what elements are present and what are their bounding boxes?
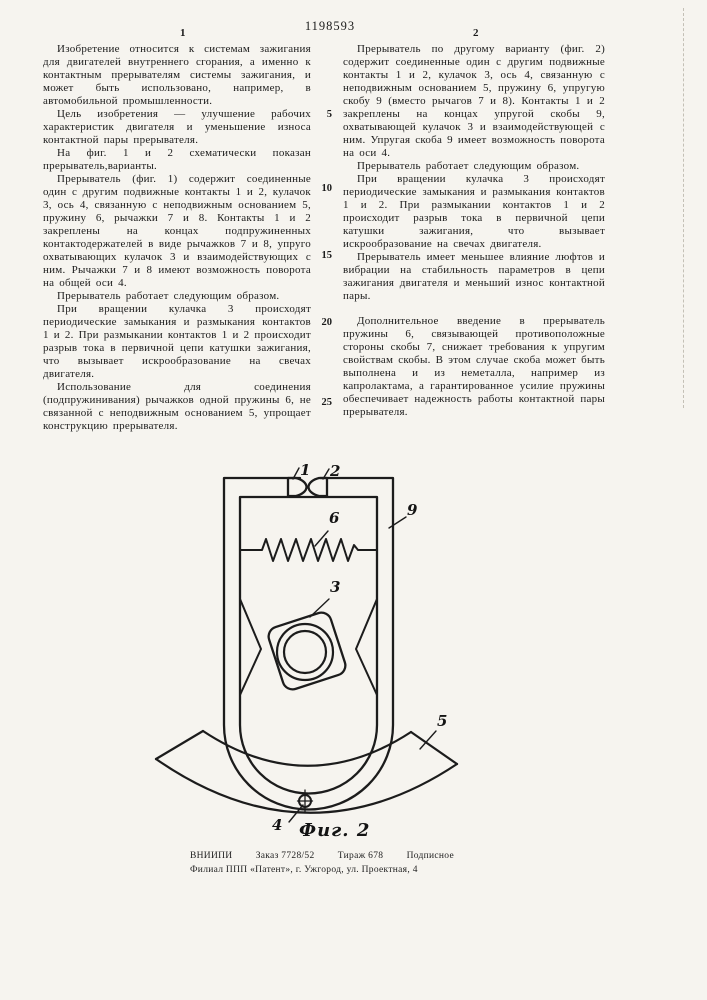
imprint-organization: ВНИИПИ <box>190 851 233 861</box>
line-marker-5: 5 <box>326 109 332 120</box>
leader-bracket <box>389 517 406 528</box>
cam-bore-outer <box>277 624 333 680</box>
cam-bore-inner <box>284 631 326 673</box>
right-pinch-shape <box>356 599 377 695</box>
column-number-right: 2 <box>473 27 479 39</box>
line-marker-15: 15 <box>321 250 332 261</box>
figure-label-spring: 6 <box>329 509 340 527</box>
patent-number: 1198593 <box>304 19 356 33</box>
base-left-edge <box>156 731 203 759</box>
right-column <box>343 43 605 419</box>
line-marker-25: 25 <box>321 397 332 408</box>
imprint-circulation: Тираж 678 <box>337 851 384 861</box>
bracket-inner-outline <box>240 497 377 794</box>
left-column <box>43 43 311 433</box>
paragraph: Изобретение относится к системам зажигания для двигателей внутреннего сгорания, а именно к контактным прерывателям системы зажигания, и может быть использовано, например, в автомобильной промышленности. <box>43 43 311 107</box>
paragraph: Прерыватель работает следующим образом. <box>357 160 580 172</box>
figure-label-contact-1: 1 <box>300 461 311 479</box>
figure-label-base: 5 <box>437 712 448 730</box>
contact-1-shape <box>288 478 307 496</box>
paragraph: Использование для соединения (подпружинивания) рычажков одной пружины 6, не связанной с неподвижным основанием 5, упрощает конструкцию прерывателя. <box>43 381 311 432</box>
line-marker-10: 10 <box>321 183 332 194</box>
figure-label-cam: 3 <box>330 578 341 596</box>
imprint-line <box>190 851 454 861</box>
paragraph: При вращении кулачка 3 происходят периодические замыкания и размыкания контактов 1 и 2. При размыкании контактов 1 и 2 происходит разрыв тока в первичной цепи катушки зажигания, что вызывает искрообразование на свечах двигателя. <box>343 173 605 250</box>
figure-caption: Фиг. 2 <box>299 820 371 841</box>
spring-shape <box>240 539 377 561</box>
paragraph: Цель изобретения — улучшение рабочих характеристик двигателя и уменьшение износа контактной пары прерывателя. <box>43 108 311 146</box>
paragraph: На фиг. 1 и 2 схематически показан прерыватель,варианты. <box>43 147 311 172</box>
imprint-subscription: Подписное <box>406 851 454 861</box>
line-marker-20: 20 <box>321 317 332 328</box>
paragraph: Дополнительное введение в прерыватель пружины 6, связывающей противоположные стороны скобы 7, снижает требования к упругим свойствам скобы. В этом случае скоба может быть выполнена и из неметалла, например из капролактама, а гарантированное усилие пружины обеспечивает надежность работы контактной пары прерывателя. <box>343 315 605 418</box>
figure-label-axis: 4 <box>272 816 283 834</box>
column-number-left: 1 <box>180 27 186 39</box>
paragraph: Прерыватель по другому варианту (фиг. 2) содержит соединенные один с другим подвижные контакты 1 и 2, кулачок 3, ось 4, связанную с неподвижным основанием 5, пружину 6, упругую скобу 9 (вместо рычагов 7 и 8). Контакты 1 и 2 закреплены на концах упругой скобы 9, охватывающей кулачок 3 и взаимодействующей с ним. Упругая скоба 9 имеет возможность поворота на оси 4. <box>343 43 605 159</box>
page-fold-line <box>683 8 684 408</box>
left-pinch-shape <box>240 599 261 695</box>
figure-2-drawing <box>140 455 480 855</box>
figure-label-contact-2: 2 <box>330 462 341 480</box>
base-right-edge <box>411 732 457 764</box>
imprint-address: Филиал ППП «Патент», г. Ужгород, ул. Проектная, 4 <box>190 865 418 875</box>
base-upper-arc <box>203 731 411 766</box>
paragraph: Прерыватель работает следующим образом. <box>57 290 280 302</box>
base-lower-arc <box>156 759 457 813</box>
paragraph: Прерыватель (фиг. 1) содержит соединенные один с другим подвижные контакты 1 и 2, кулачок 3, ось 4, связанную с неподвижным основанием 5, пружину 6, рычажки 7 и 8. Контакты 1 и 2 закреплены на концах подпружиненных контактодержателей в виде рычажков 7 и 8, упруго охватывающих кулачок 3 и взаимодействующих с ним. Рычажки 7 и 8 имеют возможность поворота на общей оси 4. <box>43 173 311 289</box>
contact-2-shape <box>309 478 328 496</box>
paragraph: Прерыватель имеет меньшее влияние люфтов и вибрации на стабильность параметров в цепи зажигания двигателя и меньший износ контактной пары. <box>343 251 605 302</box>
imprint-order: Заказ 7728/52 <box>255 851 315 861</box>
figure-label-bracket: 9 <box>407 501 418 519</box>
paragraph: При вращении кулачка 3 происходят периодические замыкания и размыкания контактов 1 и 2. При размыкании контактов 1 и 2 происходит разрыв тока в первичной цепи катушки зажигания, что вызывает искрообразование на свечах двигателя. <box>43 303 311 380</box>
